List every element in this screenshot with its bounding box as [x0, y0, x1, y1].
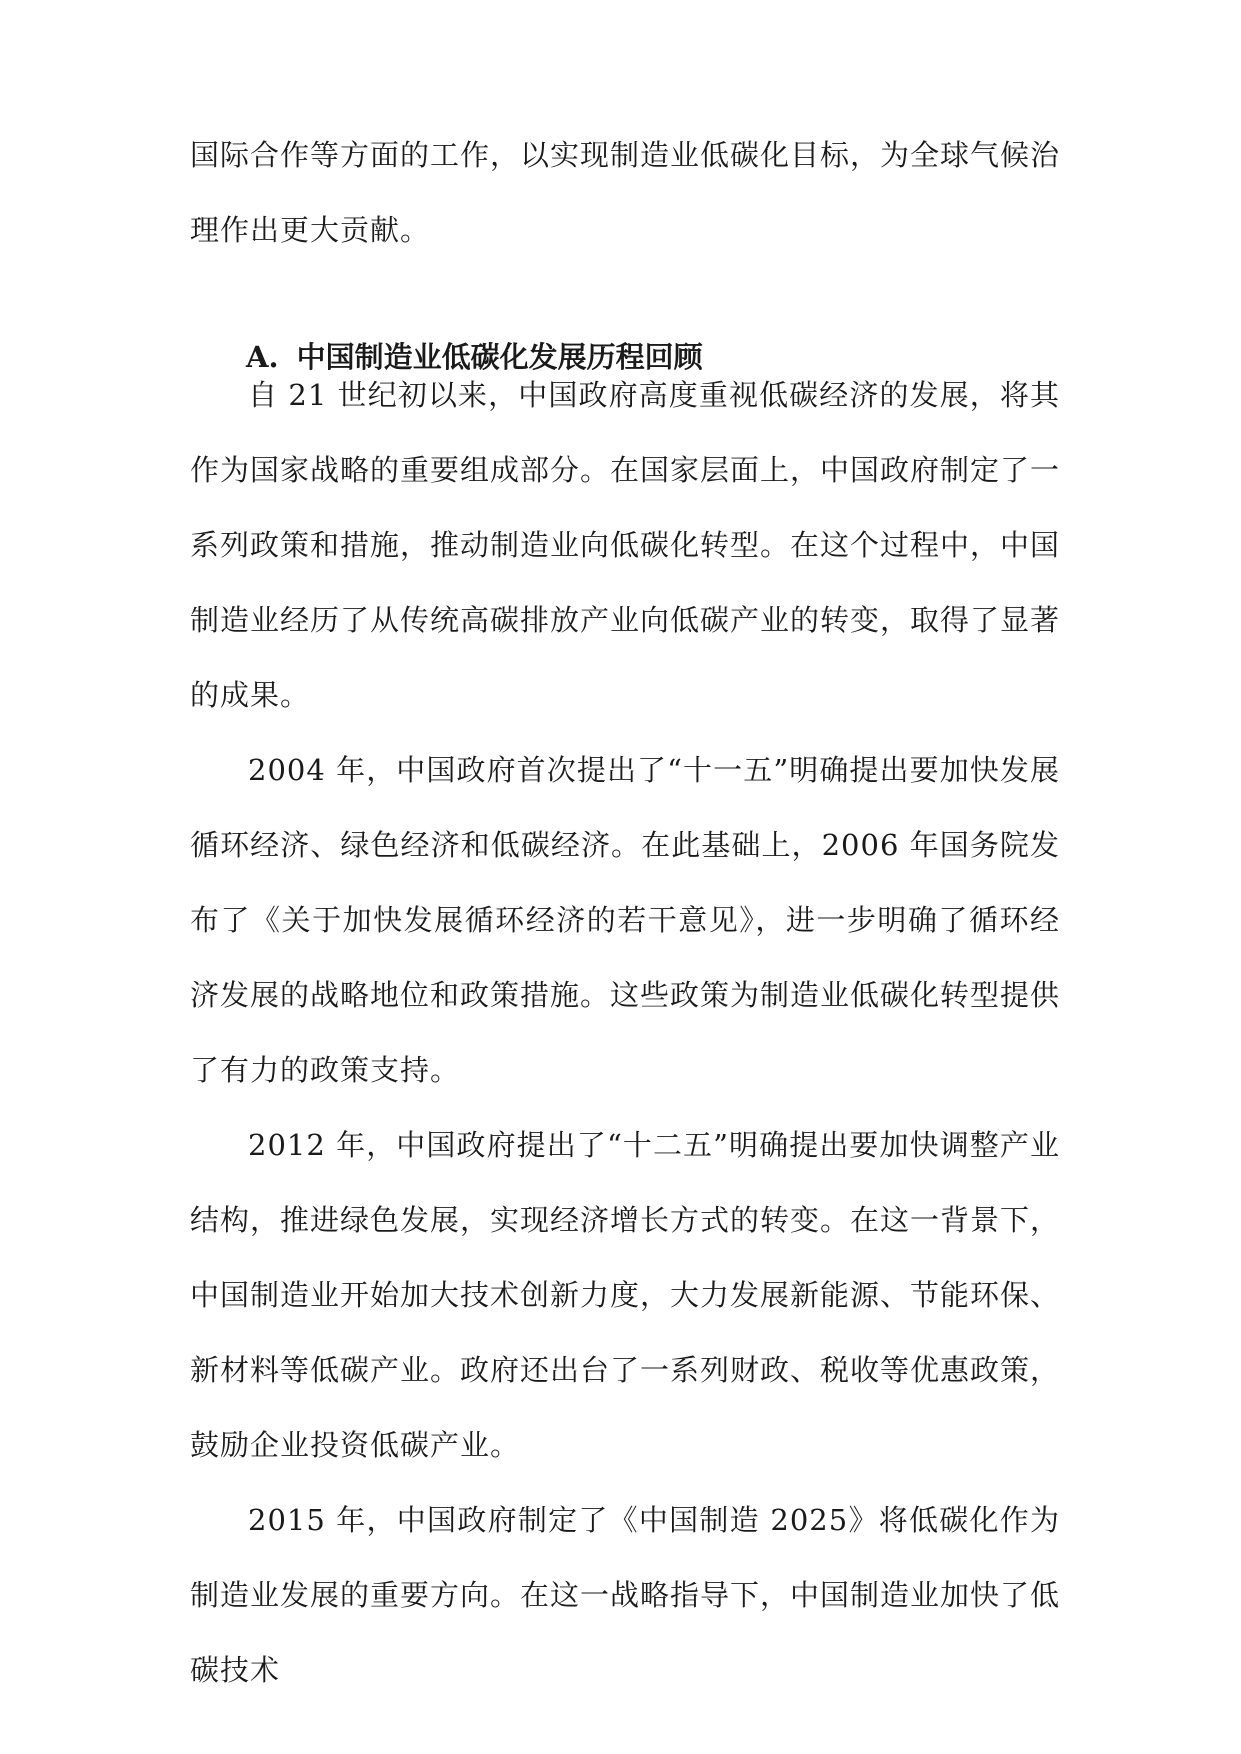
- body-text: [190, 358, 1060, 1708]
- intro-paragraph-block: [190, 118, 1060, 268]
- section-title: 中国制造业低碳化发展历程回顾: [296, 340, 703, 374]
- paragraph-4: 2015 年，中国政府制定了《中国制造 2025》将低碳化作为制造业发展的重要方向。在这一战略指导下，中国制造业加快了低碳技术: [190, 1503, 1061, 1687]
- paragraph-3: 2012 年，中国政府提出了“十二五”明确提出要加快调整产业结构，推进绿色发展，实现经济增长方式的转变。在这一背景下，中国制造业开始加大技术创新力度，大力发展新能源、节能环保、新材料等低碳产业。政府还出台了一系列财政、税收等优惠政策，鼓励企业投资低碳产业。: [190, 1128, 1061, 1462]
- paragraph-2: 2004 年，中国政府首次提出了“十一五”明确提出要加快发展循环经济、绿色经济和低碳经济。在此基础上，2006 年国务院发布了《关于加快发展循环经济的若干意见》，进一步明确了循环经济发展的战略地位和政策措施。这些政策为制造业低碳化转型提供了有力的政策支持。: [190, 753, 1061, 1087]
- paragraph-1: 自 21 世纪初以来，中国政府高度重视低碳经济的发展，将其作为国家战略的重要组成部分。在国家层面上，中国政府制定了一系列政策和措施，推动制造业向低碳化转型。在这个过程中，中国制造业经历了从传统高碳排放产业向低碳产业的转变，取得了显著的成果。: [190, 378, 1061, 712]
- intro-paragraph: 国际合作等方面的工作，以实现制造业低碳化目标，为全球气候治理作出更大贡献。: [190, 138, 1061, 247]
- section-number: A.: [246, 340, 279, 374]
